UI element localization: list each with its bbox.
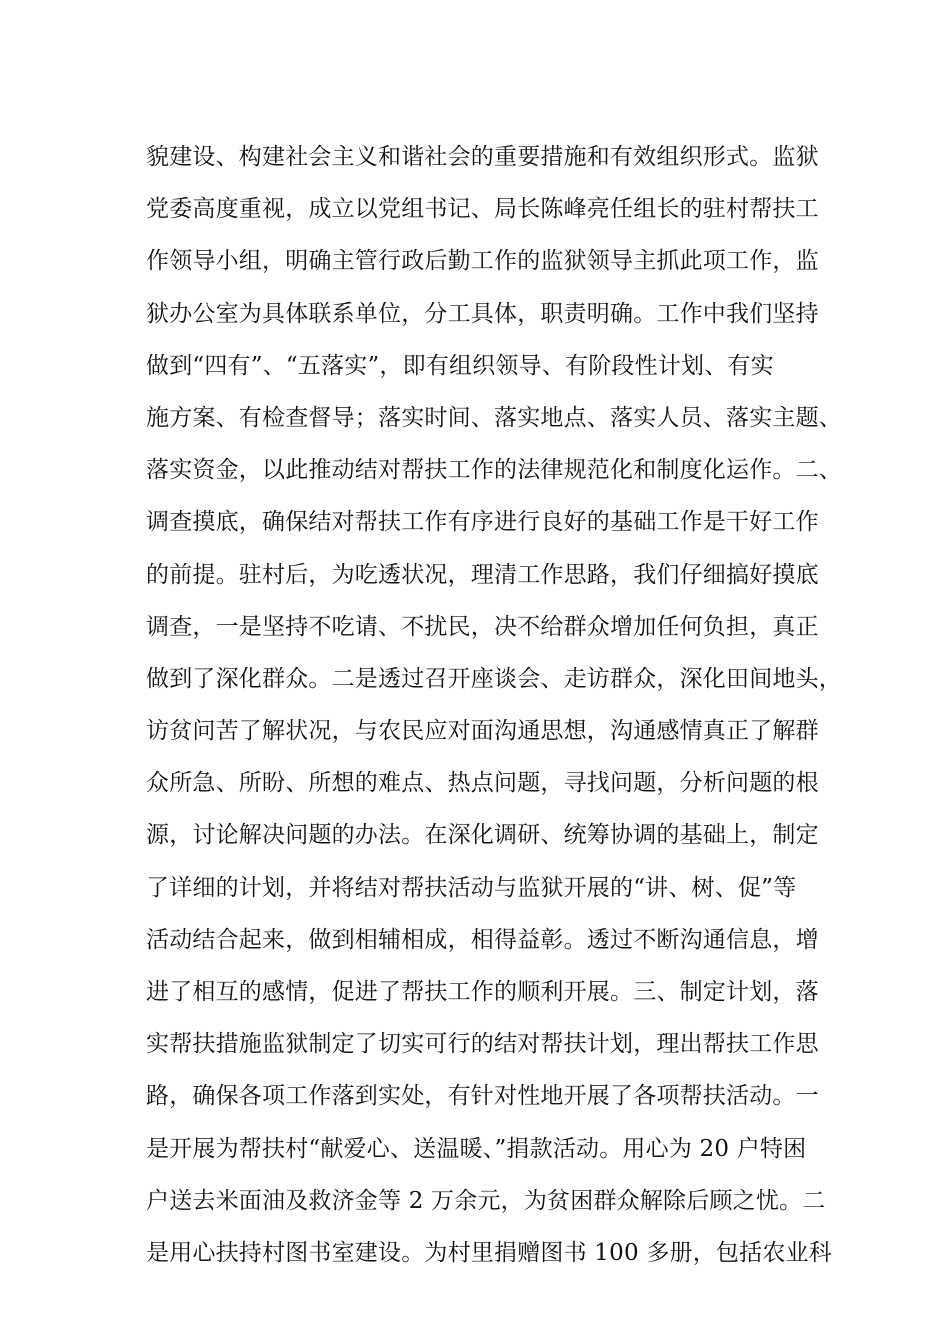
text-line: 貌建设、构建社会主义和谐社会的重要措施和有效组织形式。监狱 <box>146 144 819 170</box>
text-line: 施方案、有检查督导；落实时间、落实地点、落实人员、落实主题、 <box>146 404 842 431</box>
text-line: 调查摸底，确保结对帮扶工作有序进行良好的基础工作是干好工作 <box>146 509 819 536</box>
text-line: 党委高度重视，成立以党组书记、局长陈峰亮任组长的驻村帮扶工 <box>146 196 819 223</box>
text-line: 进了相互的感情，促进了帮扶工作的顺利开展。三、制定计划，落 <box>146 979 819 1005</box>
text-line: 做到了深化群众。二是透过召开座谈会、走访群众，深化田间地头， <box>146 665 842 692</box>
text-line: 访贫问苦了解状况，与农民应对面沟通思想，沟通感情真正了解群 <box>146 718 819 745</box>
text-line: 作领导小组，明确主管行政后勤工作的监狱领导主抓此项工作，监 <box>146 248 819 275</box>
text-line: 是用心扶持村图书室建设。为村里捐赠图书 100 多册，包括农业科 <box>146 1239 832 1266</box>
text-line: 落实资金，以此推动结对帮扶工作的法律规范化和制度化运作。二、 <box>146 457 842 484</box>
text-line: 众所急、所盼、所想的难点、热点问题，寻找问题，分析问题的根 <box>146 770 819 797</box>
text-line: 调查，一是坚持不吃请、不扰民，决不给群众增加任何负担，真正 <box>146 613 819 640</box>
text-line: 活动结合起来，做到相辅相成，相得益彰。透过不断沟通信息，增 <box>146 926 819 953</box>
text-line: 源，讨论解决问题的办法。在深化调研、统筹协调的基础上，制定 <box>146 822 819 849</box>
text-line: 实帮扶措施监狱制定了切实可行的结对帮扶计划，理出帮扶工作思 <box>146 1031 819 1058</box>
text-line: 做到“四有”、“五落实”，即有组织领导、有阶段性计划、有实 <box>146 352 774 379</box>
text-line: 是开展为帮扶村“献爱心、送温暖、”捐款活动。用心为 20 户特困 <box>146 1135 807 1162</box>
text-line: 路，确保各项工作落到实处，有针对性地开展了各项帮扶活动。一 <box>146 1083 819 1110</box>
text-line: 狱办公室为具体联系单位，分工具体，职责明确。工作中我们坚持 <box>146 300 819 327</box>
text-line: 了详细的计划，并将结对帮扶活动与监狱开展的“讲、树、促”等 <box>146 874 797 901</box>
document-body-text <box>146 131 842 1279</box>
text-line: 的前提。驻村后，为吃透状况，理清工作思路，我们仔细搞好摸底 <box>146 561 819 588</box>
text-line: 户送去米面油及救济金等 2 万余元，为贫困群众解除后顾之忧。二 <box>146 1187 826 1214</box>
